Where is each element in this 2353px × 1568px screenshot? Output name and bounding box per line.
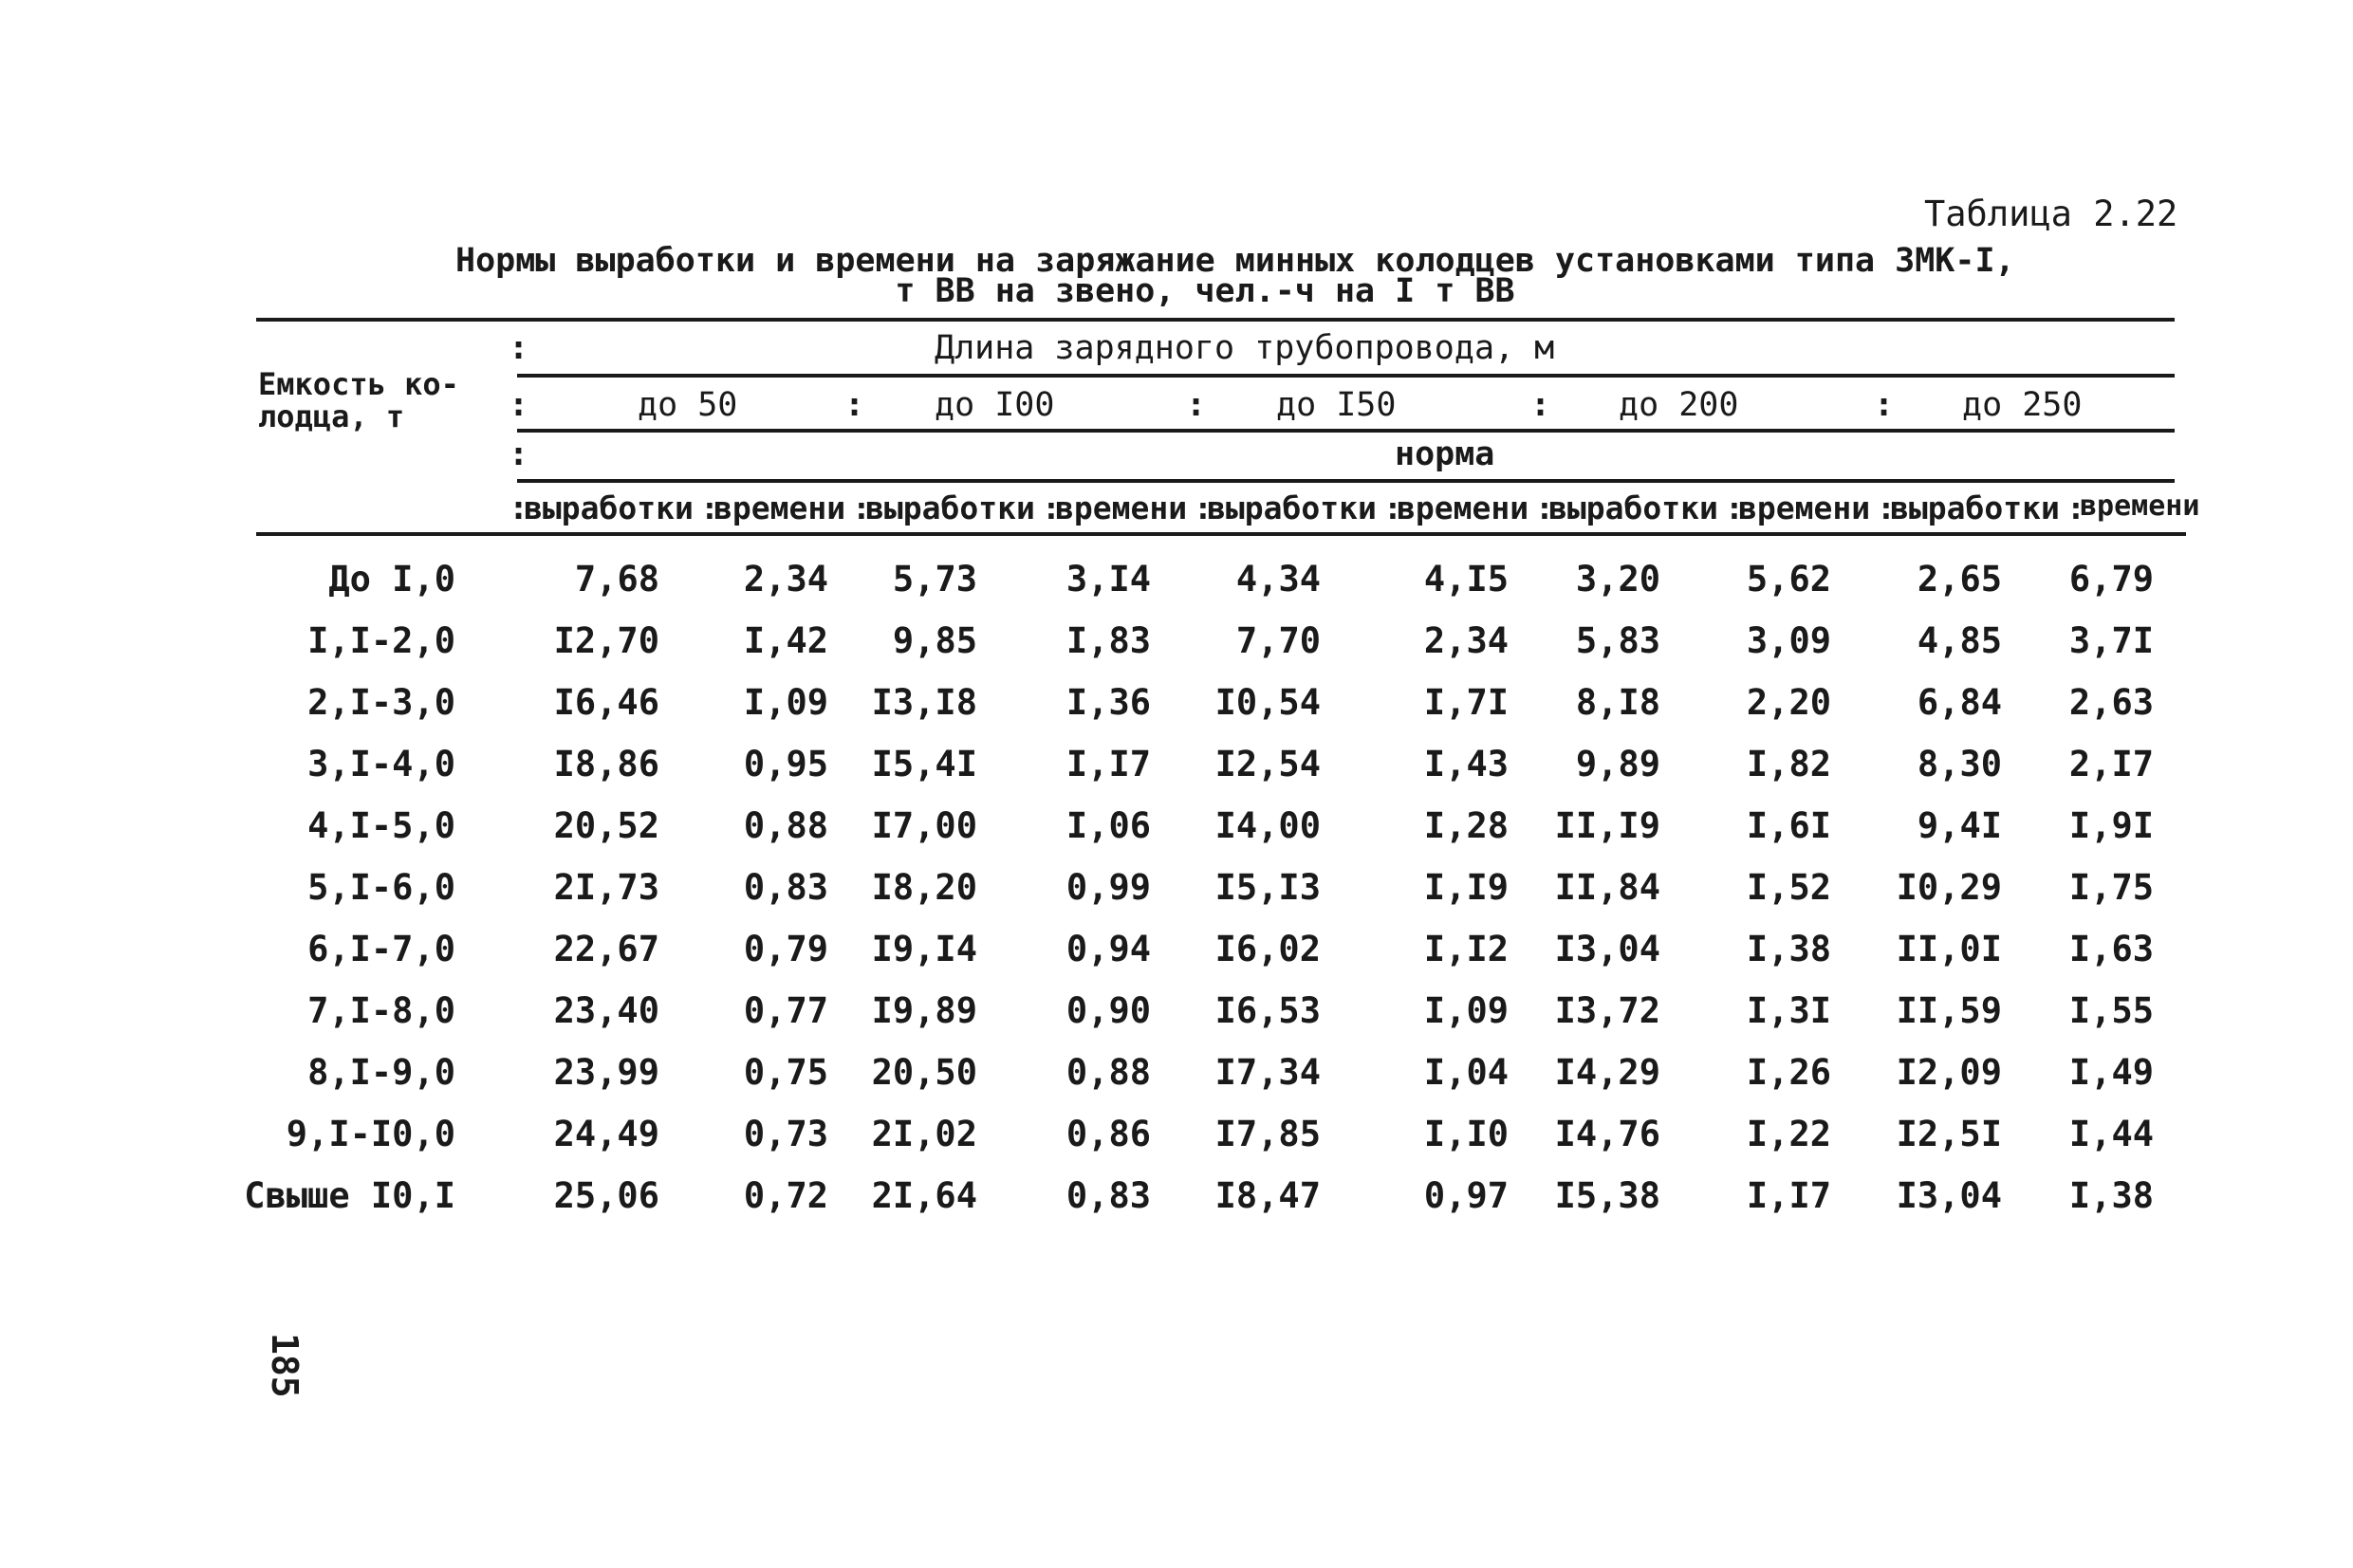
top-rule [256,318,2175,322]
table-cell: 0,83 [1065,1175,1151,1216]
range-header: до I50 [1276,386,1397,424]
row-label: I,I-2,0 [307,620,455,661]
table-cell: 4,34 [1235,559,1321,600]
table-cell: 6,84 [1917,682,2002,723]
table-cell: 23,40 [553,990,659,1031]
column-separator: : [1877,489,1896,526]
table-cell: I,38 [2068,1175,2154,1216]
table-cell: 2,34 [1423,620,1509,661]
column-separator: : [1725,489,1744,526]
table-cell: 0,77 [743,990,828,1031]
table-cell: I,75 [2068,867,2154,908]
row-label: До I,0 [328,559,455,600]
table-cell: I,44 [2068,1114,2154,1154]
table-cell: I3,04 [1896,1175,2002,1216]
table-cell: I2,5I [1896,1114,2002,1154]
table-cell: I,82 [1746,744,1831,784]
table-cell: 0,88 [743,805,828,846]
row-label: 2,I-3,0 [307,682,455,723]
table-cell: 2I,64 [871,1175,977,1216]
table-cell: I6,02 [1214,929,1321,969]
stub-header: Емкость ко- лодца, т [258,366,459,434]
table-cell: 9,89 [1575,744,1660,784]
table-cell: I,43 [1423,744,1509,784]
column-separator: : [1194,489,1213,526]
table-cell: 0,97 [1423,1175,1509,1216]
row-label: 7,I-8,0 [307,990,455,1031]
table-cell: 0,88 [1065,1052,1151,1093]
table-cell: I0,29 [1896,867,2002,908]
table-cell: 0,73 [743,1114,828,1154]
sub-header-output: выработки [1890,489,2060,526]
column-separator: : [509,329,529,367]
table-cell: I3,72 [1554,990,1660,1031]
table-cell: I,3I [1746,990,1831,1031]
table-cell: I,I7 [1746,1175,1831,1216]
sub-header-time: времени [2080,489,2200,523]
table-cell: I4,29 [1554,1052,1660,1093]
pipeline-rule [517,374,2175,378]
table-cell: I,63 [2068,929,2154,969]
table-cell: 25,06 [553,1175,659,1216]
range-header: до 250 [1962,386,2083,424]
table-cell: 2,63 [2068,682,2154,723]
column-separator: : [2066,489,2085,526]
table-cell: 8,I8 [1575,682,1660,723]
column-separator: : [1186,386,1207,424]
table-cell: I,83 [1065,620,1151,661]
table-cell: I8,47 [1214,1175,1321,1216]
column-separator: : [1874,386,1895,424]
table-cell: 7,68 [574,559,659,600]
table-cell: I,04 [1423,1052,1509,1093]
table-cell: I6,46 [553,682,659,723]
table-cell: I2,70 [553,620,659,661]
table-cell: I7,34 [1214,1052,1321,1093]
table-cell: I,I2 [1423,929,1509,969]
column-separator: : [1042,489,1061,526]
table-cell: 3,20 [1575,559,1660,600]
table-cell: 2,34 [743,559,828,600]
table-cell: I,49 [2068,1052,2154,1093]
table-cell: 0,72 [743,1175,828,1216]
table-cell: I8,86 [553,744,659,784]
sub-header-output: выработки [1548,489,1718,526]
row-label: 5,I-6,0 [307,867,455,908]
row-label: 9,I-I0,0 [286,1114,455,1154]
table-cell: I3,04 [1554,929,1660,969]
column-separator: : [1530,386,1551,424]
table-cell: 0,83 [743,867,828,908]
column-separator: : [509,489,529,527]
table-cell: 5,62 [1746,559,1831,600]
table-cell: I,06 [1065,805,1151,846]
norm-rule [517,479,2175,483]
table-cell: I8,20 [871,867,977,908]
row-label: Свыше I0,I [244,1175,455,1216]
column-separator: : [852,489,871,526]
table-cell: 0,86 [1065,1114,1151,1154]
table-cell: 0,99 [1065,867,1151,908]
table-cell: 22,67 [553,929,659,969]
row-label: 8,I-9,0 [307,1052,455,1093]
table-cell: I4,76 [1554,1114,1660,1154]
table-cell: I9,I4 [871,929,977,969]
table-cell: I4,00 [1214,805,1321,846]
table-cell: I,I0 [1423,1114,1509,1154]
table-cell: I2,54 [1214,744,1321,784]
column-separator: : [700,489,719,526]
column-separator: : [509,386,529,424]
table-cell: 0,95 [743,744,828,784]
table-cell: I,7I [1423,682,1509,723]
table-cell: 20,50 [871,1052,977,1093]
table-cell: I9,89 [871,990,977,1031]
row-label: 6,I-7,0 [307,929,455,969]
sub-header-output: выработки [1207,489,1377,526]
range-header: до 50 [638,386,738,424]
table-cell: I,9I [2068,805,2154,846]
table-cell: I5,4I [871,744,977,784]
table-cell: I,55 [2068,990,2154,1031]
column-separator: : [1383,489,1402,526]
table-title: Нормы выработки и времени на заряжание минных колодцев установками типа ЗМК-I, [455,242,2015,280]
range-header: до 200 [1619,386,1739,424]
table-cell: I6,53 [1214,990,1321,1031]
table-cell: 0,75 [743,1052,828,1093]
table-cell: II,I9 [1554,805,1660,846]
table-cell: 5,73 [892,559,977,600]
sub-header-output: выработки [524,489,694,526]
table-cell: I,26 [1746,1052,1831,1093]
table-cell: 2,I7 [2068,744,2154,784]
table-cell: 5,83 [1575,620,1660,661]
table-cell: 9,4I [1917,805,2002,846]
row-label: 4,I-5,0 [307,805,455,846]
table-number: Таблица 2.22 [1924,194,2178,234]
table-cell: I,38 [1746,929,1831,969]
table-cell: I,I9 [1423,867,1509,908]
table-cell: I,42 [743,620,828,661]
range-header: до I00 [935,386,1055,424]
table-cell: 24,49 [553,1114,659,1154]
row-label: 3,I-4,0 [307,744,455,784]
table-cell: I7,00 [871,805,977,846]
table-cell: 2,65 [1917,559,2002,600]
pipeline-length-header: Длина зарядного трубопровода, м [935,329,1555,367]
table-cell: 0,94 [1065,929,1151,969]
table-cell: 6,79 [2068,559,2154,600]
table-cell: I,22 [1746,1114,1831,1154]
table-cell: 0,79 [743,929,828,969]
sub-header-output: выработки [865,489,1035,526]
sub-header-time: времени [713,489,846,526]
table-cell: I,I7 [1065,744,1151,784]
table-cell: I0,54 [1214,682,1321,723]
table-cell: II,84 [1554,867,1660,908]
table-cell: 4,I5 [1423,559,1509,600]
sub-header-time: времени [1738,489,1871,526]
table-cell: I,6I [1746,805,1831,846]
table-cell: 3,7I [2068,620,2154,661]
table-cell: I3,I8 [871,682,977,723]
table-cell: 3,09 [1746,620,1831,661]
table-cell: 7,70 [1235,620,1321,661]
sub-header-time: времени [1055,489,1188,526]
table-cell: 3,I4 [1065,559,1151,600]
table-cell: II,0I [1896,929,2002,969]
column-separator: : [509,435,529,473]
table-cell: I,52 [1746,867,1831,908]
table-cell: 0,90 [1065,990,1151,1031]
table-cell: 9,85 [892,620,977,661]
table-cell: I2,09 [1896,1052,2002,1093]
sub-header-time: времени [1397,489,1529,526]
table-cell: 2I,73 [553,867,659,908]
table-cell: I5,38 [1554,1175,1660,1216]
table-cell: I,28 [1423,805,1509,846]
page-number: 185 [264,1333,306,1398]
column-separator: : [1535,489,1554,526]
ranges-rule [517,429,2175,433]
table-cell: 2,20 [1746,682,1831,723]
table-cell: I7,85 [1214,1114,1321,1154]
table-cell: I5,I3 [1214,867,1321,908]
table-cell: I,09 [743,682,828,723]
table-cell: I,36 [1065,682,1151,723]
header-bottom-rule [256,532,2186,536]
table-cell: 20,52 [553,805,659,846]
table-cell: 2I,02 [871,1114,977,1154]
table-subtitle: т ВВ на звено, чел.-ч на I т ВВ [895,272,1515,310]
table-cell: II,59 [1896,990,2002,1031]
table-cell: 8,30 [1917,744,2002,784]
column-separator: : [844,386,865,424]
norm-header: норма [1395,435,1495,473]
table-cell: 4,85 [1917,620,2002,661]
table-cell: 23,99 [553,1052,659,1093]
table-cell: I,09 [1423,990,1509,1031]
